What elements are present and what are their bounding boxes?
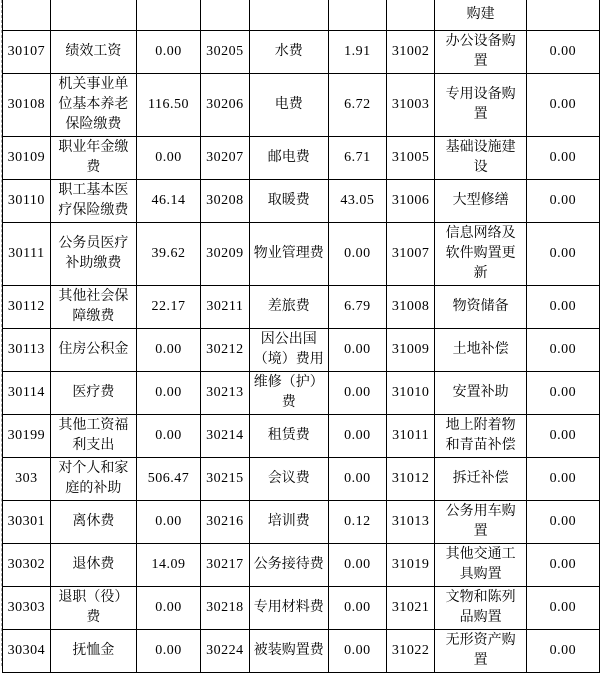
cell-code-group1: 30111 (3, 222, 51, 285)
cell-amount-group3: 0.00 (526, 328, 599, 371)
cell-item-group2: 差旅费 (249, 285, 328, 328)
cell-item-group1: 其他社会保障缴费 (50, 285, 136, 328)
table-row (3, 30, 600, 73)
cell-amount-group2: 43.05 (328, 179, 386, 222)
cell-code-group2: 30206 (200, 73, 249, 136)
cell-amount-group3: 0.00 (526, 30, 599, 73)
cell-item-group2: 物业管理费 (249, 222, 328, 285)
cell-item-group2: 取暖费 (249, 179, 328, 222)
cell-item-group1: 抚恤金 (50, 629, 136, 672)
cell-item-group1: 退休费 (50, 543, 136, 586)
cell-amount-group1: 116.50 (137, 73, 201, 136)
table-row (3, 136, 600, 179)
cell-amount-group1: 0.00 (137, 629, 201, 672)
cell-amount-group1: 14.09 (137, 543, 201, 586)
cell-item-group2: 专用材料费 (249, 586, 328, 629)
cell-code-group1: 30110 (3, 179, 51, 222)
table-row (3, 457, 600, 500)
cell-code-group2: 30212 (200, 328, 249, 371)
cell-code-group3: 31008 (386, 285, 435, 328)
table-row (3, 586, 600, 629)
cell-code-group1: 30304 (3, 629, 51, 672)
cell-item-group1: 离休费 (50, 500, 136, 543)
table-row (3, 285, 600, 328)
cell-item-group3: 信息网络及软件购置更新 (435, 222, 526, 285)
cell-amount-group1: 46.14 (137, 179, 201, 222)
cell-code-group2: 30211 (200, 285, 249, 328)
cell-item-group3: 基础设施建设 (435, 136, 526, 179)
cell-item-group2: 电费 (249, 73, 328, 136)
cell-item-group2 (249, 0, 328, 30)
cell-item-group3: 购建 (435, 0, 526, 30)
cell-code-group3: 31012 (386, 457, 435, 500)
cell-code-group1: 30199 (3, 414, 51, 457)
cell-amount-group3: 0.00 (526, 414, 599, 457)
cell-code-group2: 30215 (200, 457, 249, 500)
cell-code-group3: 31011 (386, 414, 435, 457)
cell-amount-group3: 0.00 (526, 222, 599, 285)
cell-code-group2: 30209 (200, 222, 249, 285)
cell-amount-group1: 39.62 (137, 222, 201, 285)
cell-code-group2: 30217 (200, 543, 249, 586)
cell-item-group3: 地上附着物和青苗补偿 (435, 414, 526, 457)
cell-amount-group3: 0.00 (526, 543, 599, 586)
cell-code-group2: 30208 (200, 179, 249, 222)
cell-item-group3: 公务用车购置 (435, 500, 526, 543)
cell-item-group2: 维修（护）费 (249, 371, 328, 414)
table-row-partial-top (3, 0, 600, 30)
cell-code-group3: 31005 (386, 136, 435, 179)
cell-amount-group3: 0.00 (526, 586, 599, 629)
cell-code-group1: 30109 (3, 136, 51, 179)
table-row (3, 222, 600, 285)
cell-code-group3: 31022 (386, 629, 435, 672)
cell-code-group3: 31013 (386, 500, 435, 543)
cell-amount-group2: 0.00 (328, 543, 386, 586)
cell-item-group1: 其他工资福利支出 (50, 414, 136, 457)
cell-amount-group1: 22.17 (137, 285, 201, 328)
cell-amount-group3: 0.00 (526, 457, 599, 500)
cell-amount-group2: 0.12 (328, 500, 386, 543)
cell-item-group2: 被装购置费 (249, 629, 328, 672)
cell-amount-group3 (526, 0, 599, 30)
table-row (3, 371, 600, 414)
cell-code-group2: 30216 (200, 500, 249, 543)
cell-code-group1: 303 (3, 457, 51, 500)
cell-item-group1: 住房公积金 (50, 328, 136, 371)
cell-item-group1: 公务员医疗补助缴费 (50, 222, 136, 285)
cell-item-group1: 医疗费 (50, 371, 136, 414)
table-row (3, 500, 600, 543)
cell-code-group1: 30302 (3, 543, 51, 586)
cell-amount-group3: 0.00 (526, 179, 599, 222)
cell-code-group2: 30224 (200, 629, 249, 672)
cell-code-group3: 31003 (386, 73, 435, 136)
table-row (3, 543, 600, 586)
cell-item-group3: 无形资产购置 (435, 629, 526, 672)
cell-item-group3: 办公设备购置 (435, 30, 526, 73)
cell-code-group3: 31006 (386, 179, 435, 222)
cell-amount-group2: 6.79 (328, 285, 386, 328)
cell-code-group3: 31007 (386, 222, 435, 285)
cell-amount-group3: 0.00 (526, 285, 599, 328)
cell-amount-group2: 6.71 (328, 136, 386, 179)
cell-amount-group1: 0.00 (137, 414, 201, 457)
cell-amount-group2: 0.00 (328, 222, 386, 285)
table-row (3, 73, 600, 136)
cell-code-group2: 30214 (200, 414, 249, 457)
cell-amount-group2: 0.00 (328, 328, 386, 371)
cell-code-group3: 31010 (386, 371, 435, 414)
cell-item-group1: 绩效工资 (50, 30, 136, 73)
cell-item-group2: 因公出国（境）费用 (249, 328, 328, 371)
cell-code-group1: 30112 (3, 285, 51, 328)
cell-item-group1: 职工基本医疗保险缴费 (50, 179, 136, 222)
table-row (3, 179, 600, 222)
cell-item-group1: 对个人和家庭的补助 (50, 457, 136, 500)
cell-code-group1: 30107 (3, 30, 51, 73)
cell-item-group2: 租赁费 (249, 414, 328, 457)
cell-item-group2: 培训费 (249, 500, 328, 543)
cell-code-group3: 31021 (386, 586, 435, 629)
cell-code-group2: 30207 (200, 136, 249, 179)
cell-item-group3: 土地补偿 (435, 328, 526, 371)
cell-item-group1: 职业年金缴费 (50, 136, 136, 179)
cell-code-group3 (386, 0, 435, 30)
cell-item-group3: 文物和陈列品购置 (435, 586, 526, 629)
cell-amount-group2: 6.72 (328, 73, 386, 136)
cell-item-group3: 安置补助 (435, 371, 526, 414)
cell-code-group2: 30218 (200, 586, 249, 629)
cell-code-group1: 30303 (3, 586, 51, 629)
cell-code-group1 (3, 0, 51, 30)
cell-code-group2 (200, 0, 249, 30)
cell-code-group3: 31002 (386, 30, 435, 73)
cell-amount-group2: 0.00 (328, 629, 386, 672)
cell-amount-group1: 506.47 (137, 457, 201, 500)
cell-amount-group2 (328, 0, 386, 30)
cell-code-group2: 30213 (200, 371, 249, 414)
cell-item-group1 (50, 0, 136, 30)
cell-item-group3: 拆迁补偿 (435, 457, 526, 500)
cell-amount-group1 (137, 0, 201, 30)
cell-item-group2: 会议费 (249, 457, 328, 500)
cell-item-group2: 公务接待费 (249, 543, 328, 586)
cell-amount-group1: 0.00 (137, 500, 201, 543)
cell-item-group3: 专用设备购置 (435, 73, 526, 136)
cell-amount-group2: 0.00 (328, 414, 386, 457)
table-row (3, 414, 600, 457)
cell-amount-group1: 0.00 (137, 136, 201, 179)
cell-code-group1: 30114 (3, 371, 51, 414)
cell-code-group3: 31019 (386, 543, 435, 586)
cell-item-group1: 机关事业单位基本养老保险缴费 (50, 73, 136, 136)
cell-code-group1: 30108 (3, 73, 51, 136)
cell-code-group1: 30113 (3, 328, 51, 371)
cell-amount-group3: 0.00 (526, 629, 599, 672)
cell-amount-group3: 0.00 (526, 73, 599, 136)
cell-amount-group1: 0.00 (137, 30, 201, 73)
cell-item-group3: 物资储备 (435, 285, 526, 328)
cell-code-group3: 31009 (386, 328, 435, 371)
table-body (3, 0, 600, 672)
cell-code-group1: 30301 (3, 500, 51, 543)
cell-amount-group3: 0.00 (526, 371, 599, 414)
cell-amount-group2: 1.91 (328, 30, 386, 73)
cell-amount-group2: 0.00 (328, 457, 386, 500)
cell-amount-group2: 0.00 (328, 586, 386, 629)
cell-item-group3: 大型修缮 (435, 179, 526, 222)
cell-amount-group1: 0.00 (137, 586, 201, 629)
cell-amount-group3: 0.00 (526, 500, 599, 543)
budget-expenditure-table (2, 0, 600, 673)
cell-item-group3: 其他交通工具购置 (435, 543, 526, 586)
cell-code-group2: 30205 (200, 30, 249, 73)
cell-amount-group1: 0.00 (137, 328, 201, 371)
cell-amount-group1: 0.00 (137, 371, 201, 414)
cell-item-group1: 退职（役）费 (50, 586, 136, 629)
table-row (3, 328, 600, 371)
cell-item-group2: 邮电费 (249, 136, 328, 179)
cell-amount-group3: 0.00 (526, 136, 599, 179)
cell-amount-group2: 0.00 (328, 371, 386, 414)
cell-item-group2: 水费 (249, 30, 328, 73)
